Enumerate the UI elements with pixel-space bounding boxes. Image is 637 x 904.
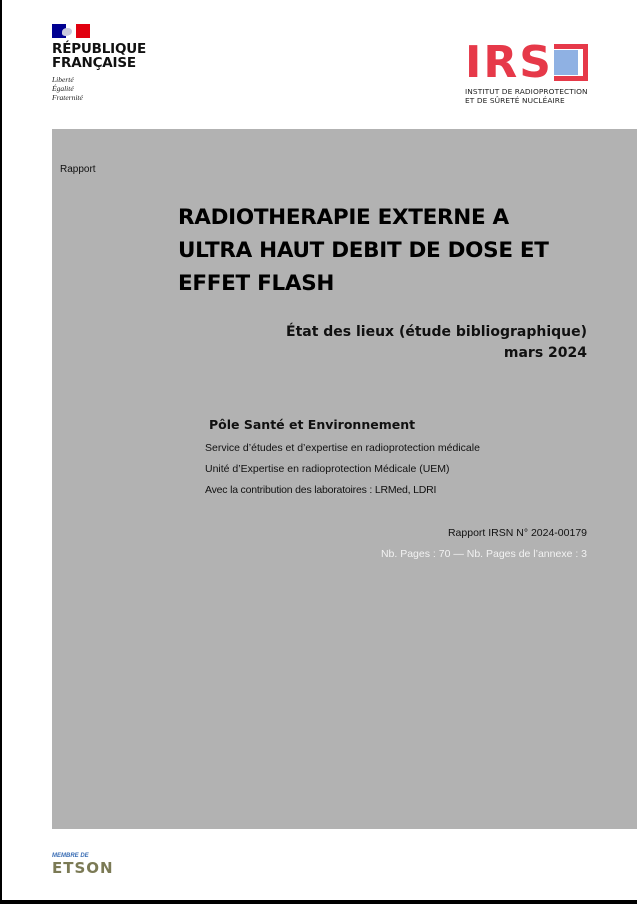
unit-name: Unité d’Expertise en radioprotection Médicale (UEM) [205, 463, 450, 475]
irsn-subtitle [465, 87, 595, 105]
department-name: Pôle Santé et Environnement [209, 417, 416, 432]
irsn-logo-letters: IRS [465, 37, 553, 88]
etson-membership-label: MEMBRE DE [52, 853, 89, 859]
motto-egalite: Égalité [52, 84, 74, 93]
report-number: Rapport IRSN N° 2024-00179 [447, 527, 587, 539]
cover-panel [52, 129, 637, 829]
contributing-labs: Avec la contribution des laboratoires : LRMed, LDRI [205, 484, 437, 496]
marianne-flag-icon [52, 24, 90, 38]
page-count-info: Nb. Pages : 70 — Nb. Pages de l’annexe : 3 [380, 548, 587, 560]
republique-name-line1: RÉPUBLIQUE [52, 41, 147, 57]
etson-name: ETSON [52, 859, 114, 877]
report-date: mars 2024 [503, 345, 587, 361]
republique-motto [52, 75, 162, 102]
motto-fraternite: Fraternité [52, 93, 83, 102]
page-left-border [0, 0, 2, 904]
report-title [178, 201, 598, 300]
republique-name-line2: FRANÇAISE [52, 55, 136, 71]
report-subtitle: État des lieux (étude bibliographique) [286, 324, 587, 340]
document-type-label: Rapport [60, 164, 96, 175]
report-title-line2: ULTRA HAUT DEBIT DE DOSE ET [178, 238, 549, 263]
irsn-subtitle-line1: INSTITUT DE RADIOPROTECTION [465, 87, 588, 96]
irsn-logo [465, 37, 595, 105]
report-title-line1: RADIOTHERAPIE EXTERNE A [178, 205, 509, 230]
report-subtitle-block [286, 322, 587, 364]
irsn-subtitle-line2: ET DE SÛRETÉ NUCLÉAIRE [465, 96, 565, 105]
irsn-logo-mark [465, 37, 595, 88]
motto-liberte: Liberté [52, 75, 74, 84]
report-title-line3: EFFET FLASH [178, 271, 335, 296]
irsn-n-frame-icon [554, 44, 588, 81]
page-bottom-border [0, 900, 637, 904]
etson-logo [52, 853, 114, 876]
service-name: Service d’études et d’expertise en radioprotection médicale [205, 442, 480, 454]
republique-francaise-logo [52, 24, 162, 102]
